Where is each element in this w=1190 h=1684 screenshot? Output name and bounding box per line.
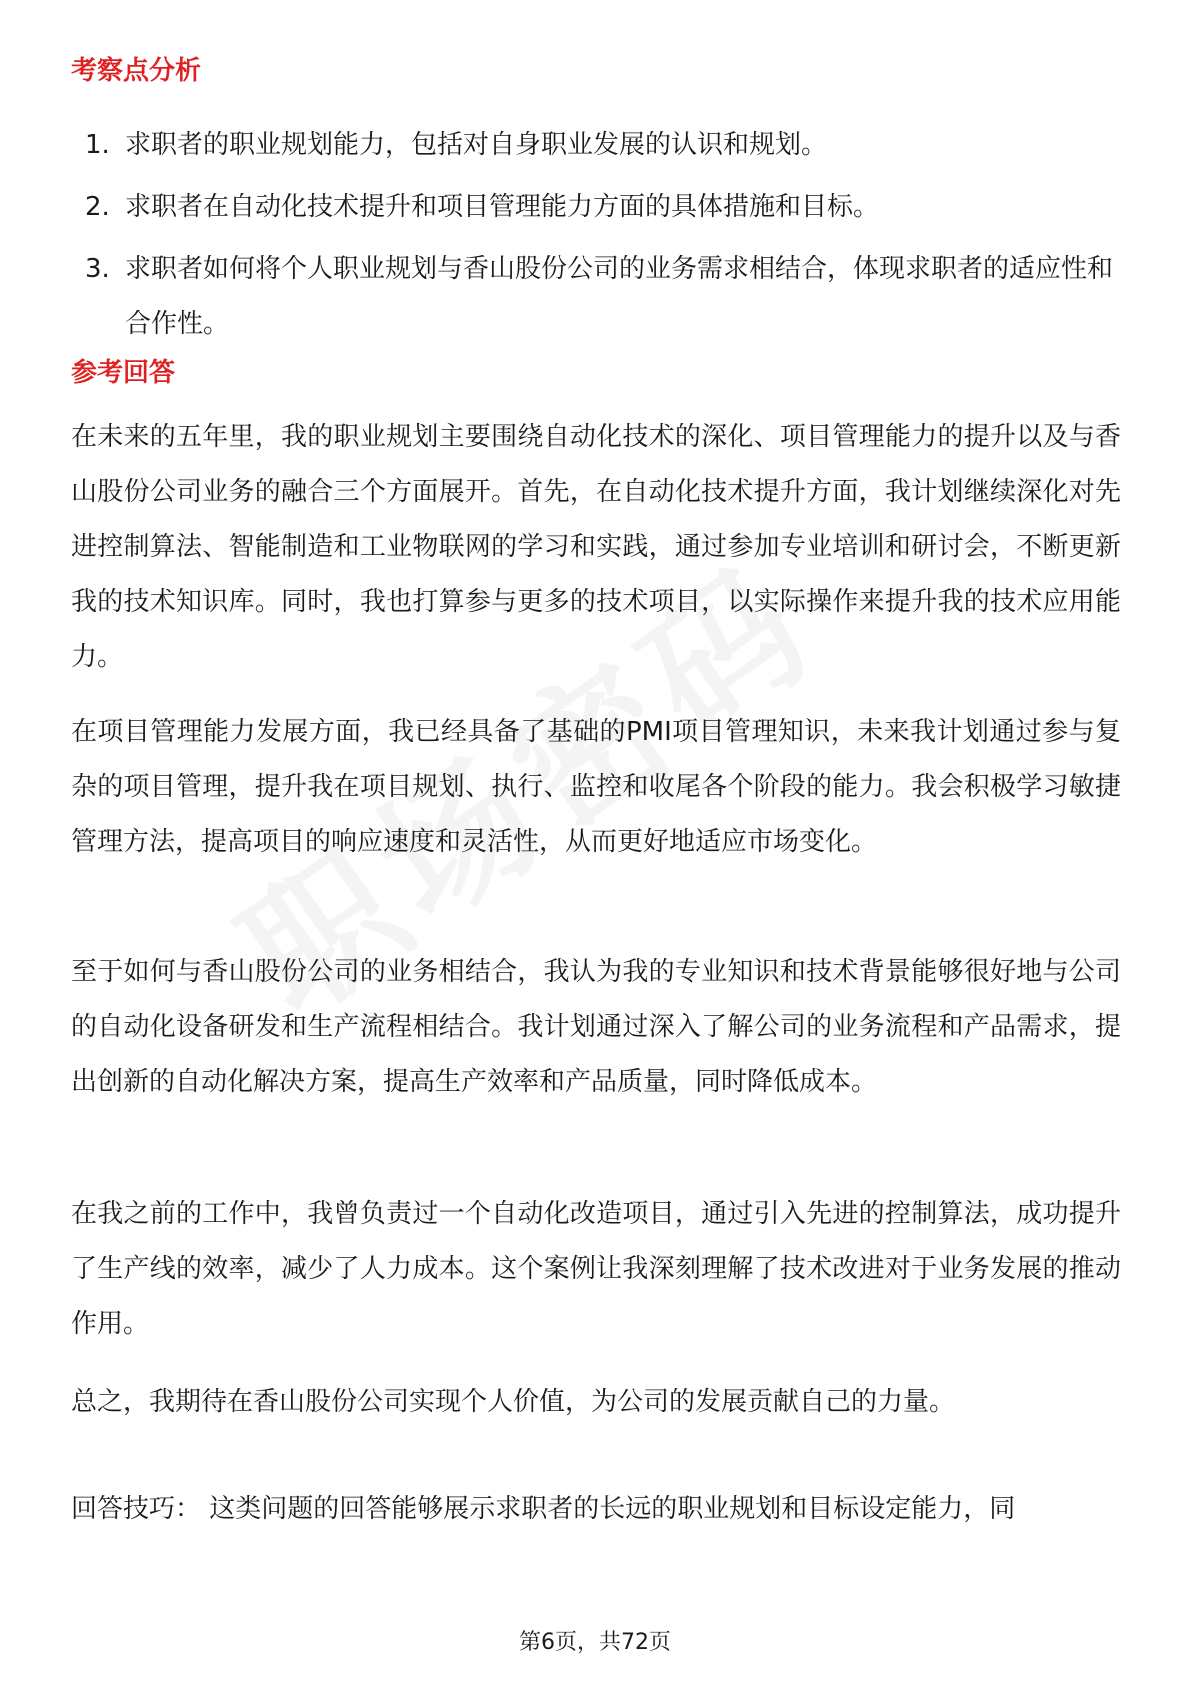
list-item: [71, 180, 1121, 235]
answer-tips: [71, 1482, 1121, 1538]
paragraph-text: 总之，我期待在香山股份公司实现个人价值，为公司的发展贡献自己的力量。: [71, 1387, 956, 1417]
answer-heading: 参考回答: [71, 358, 176, 388]
paragraph-text: 至于如何与香山股份公司的业务相结合，我认为我的专业知识和技术背景能够很好地与公司的自动化设备研发和生产流程相结合。我计划通过深入了解公司的业务流程和产品需求，提出创新的自动化解决方案，提高生产效率和产品质量，同时降低成本。: [71, 957, 1121, 1097]
answer-paragraph-5: [71, 1375, 1121, 1430]
answer-paragraph-1: [71, 410, 1121, 685]
tips-text: 回答技巧： 这类问题的回答能够展示求职者的长远的职业规划和目标设定能力，同: [71, 1494, 1016, 1524]
answer-paragraph-4: [71, 1187, 1121, 1352]
list-item: [71, 118, 1121, 173]
list-item-number: 1.: [85, 130, 110, 160]
paragraph-text: 在我之前的工作中，我曾负责过一个自动化改造项目，通过引入先进的控制算法，成功提升了生产线的效率，减少了人力成本。这个案例让我深刻理解了技术改进对于业务发展的推动作用。: [71, 1199, 1121, 1339]
answer-paragraph-3: [71, 945, 1121, 1110]
paragraph-text: 在项目管理能力发展方面，我已经具备了基础的PMI项目管理知识，未来我计划通过参与复杂的项目管理，提升我在项目规划、执行、监控和收尾各个阶段的能力。我会积极学习敏捷管理方法，提高项目的响应速度和灵活性，从而更好地适应市场变化。: [71, 717, 1121, 857]
list-item-number: 2.: [85, 192, 110, 222]
answer-paragraph-2: [71, 705, 1121, 870]
page-number: 第6页，共72页: [519, 1630, 671, 1655]
list-item-text: 求职者在自动化技术提升和项目管理能力方面的具体措施和目标。: [125, 192, 880, 222]
analysis-list: [71, 118, 1121, 359]
list-item: [71, 242, 1121, 352]
list-item-text: 求职者的职业规划能力，包括对自身职业发展的认识和规划。: [125, 130, 828, 160]
analysis-heading: 考察点分析: [71, 56, 202, 86]
list-item-number: 3.: [85, 254, 110, 284]
list-item-text: 求职者如何将个人职业规划与香山股份公司的业务需求相结合，体现求职者的适应性和合作性。: [125, 254, 1114, 339]
paragraph-text: 在未来的五年里，我的职业规划主要围绕自动化技术的深化、项目管理能力的提升以及与香山股份公司业务的融合三个方面展开。首先，在自动化技术提升方面，我计划继续深化对先进控制算法、智能制造和工业物联网的学习和实践，通过参加专业培训和研讨会，不断更新我的技术知识库。同时，我也打算参与更多的技术项目，以实际操作来提升我的技术应用能力。: [71, 422, 1121, 672]
